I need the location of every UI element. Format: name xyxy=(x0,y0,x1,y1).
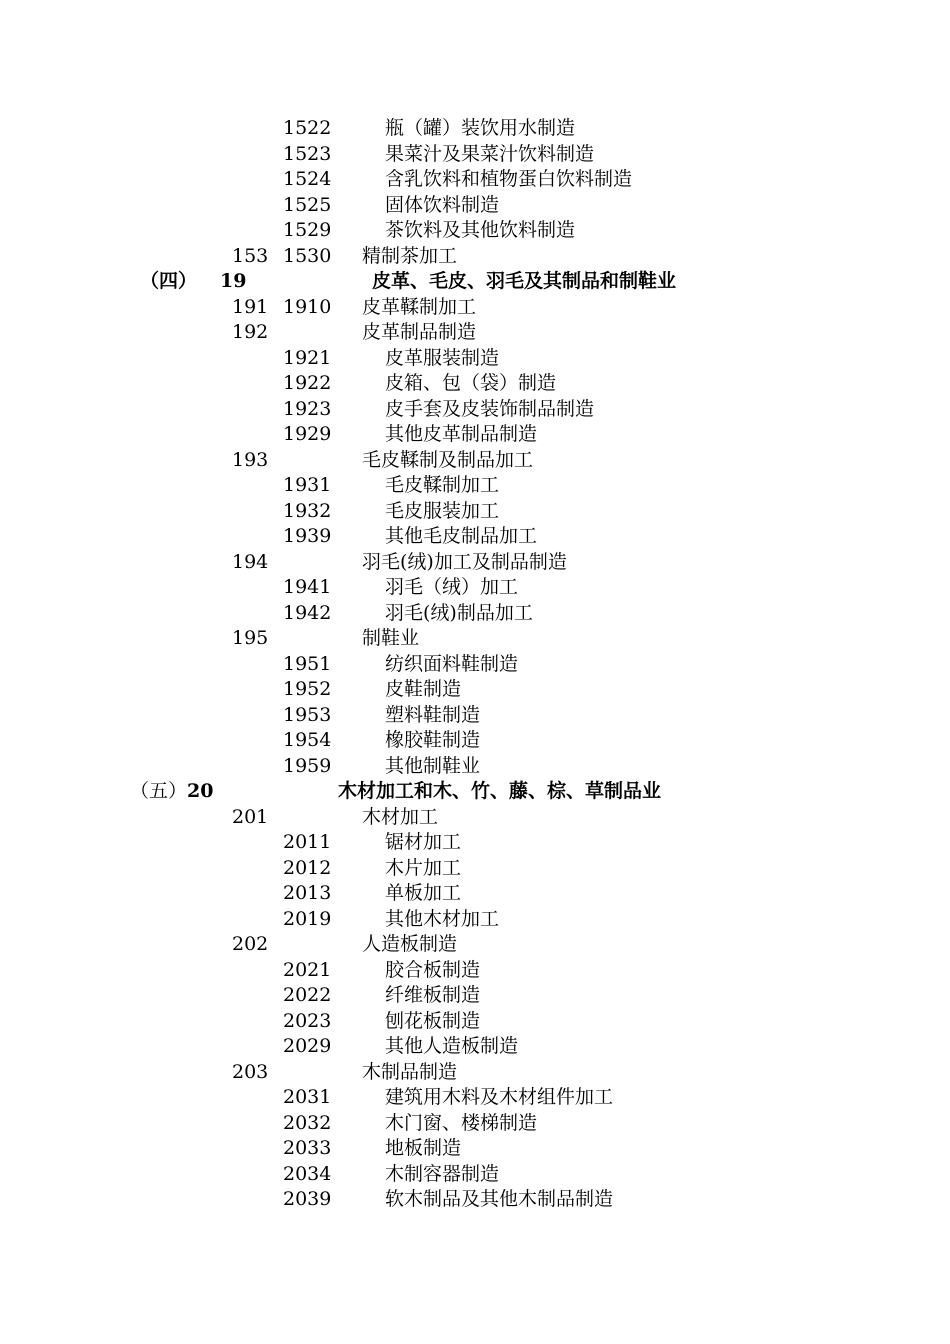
class-name: 茶饮料及其他饮料制造 xyxy=(385,219,576,241)
class-code: 1954 xyxy=(283,729,332,751)
class-name: 皮革服装制造 xyxy=(385,346,500,369)
class-code: 1931 xyxy=(283,474,332,496)
group-name: 人造板制造 xyxy=(362,933,458,955)
class-code: 2039 xyxy=(283,1188,332,1210)
class-name: 皮手套及皮装饰制品制造 xyxy=(385,397,595,420)
class-code: 1951 xyxy=(283,652,332,675)
class-code: 1959 xyxy=(283,754,332,777)
group-code: 153 xyxy=(232,244,269,267)
class-name: 木门窗、楼梯制造 xyxy=(385,1111,538,1134)
class-code: 2023 xyxy=(283,1009,332,1032)
group-name: 精制茶加工 xyxy=(362,244,458,267)
table-row xyxy=(0,932,950,958)
table-row xyxy=(0,575,950,601)
table-row xyxy=(0,1009,950,1035)
table-row xyxy=(0,652,950,678)
class-code: 2032 xyxy=(283,1111,332,1134)
table-row xyxy=(0,1085,950,1111)
class-name: 羽毛(绒)制品加工 xyxy=(385,601,533,624)
group-name: 羽毛(绒)加工及制品制造 xyxy=(362,550,567,573)
class-code: 2019 xyxy=(283,907,332,930)
class-code: 2021 xyxy=(283,958,332,981)
class-code: 2034 xyxy=(283,1162,332,1185)
class-name: 含乳饮料和植物蛋白饮料制造 xyxy=(385,168,633,190)
section-label-group xyxy=(130,779,213,805)
table-row xyxy=(0,448,950,474)
class-name: 刨花板制造 xyxy=(385,1009,481,1032)
group-code: 193 xyxy=(232,448,269,471)
table-row xyxy=(0,881,950,907)
table-row xyxy=(0,1111,950,1137)
group-name: 皮革鞣制加工 xyxy=(362,295,477,318)
group-name: 木材加工 xyxy=(362,805,439,828)
group-name: 木制品制造 xyxy=(362,1060,458,1083)
table-row xyxy=(0,754,950,780)
table-row xyxy=(0,116,950,142)
class-name: 其他皮革制品制造 xyxy=(385,423,538,445)
class-name: 纺织面料鞋制造 xyxy=(385,652,519,675)
group-code: 191 xyxy=(232,295,269,318)
class-code: 1941 xyxy=(283,576,332,598)
class-code: 2031 xyxy=(283,1086,332,1108)
class-code: 1929 xyxy=(283,423,332,445)
table-row xyxy=(0,1060,950,1086)
group-code: 194 xyxy=(232,550,269,573)
class-code: 1530 xyxy=(283,244,332,267)
class-name: 果菜汁及果菜汁饮料制造 xyxy=(385,142,595,165)
class-name: 其他木材加工 xyxy=(385,907,500,930)
table-row xyxy=(0,907,950,933)
class-name: 毛皮服装加工 xyxy=(385,499,500,522)
table-row xyxy=(0,728,950,754)
table-row xyxy=(0,269,950,295)
class-name: 地板制造 xyxy=(385,1137,462,1159)
group-name: 皮革制品制造 xyxy=(362,321,477,343)
table-row xyxy=(0,983,950,1009)
table-row xyxy=(0,1187,950,1213)
group-code: 195 xyxy=(232,627,269,649)
table-row xyxy=(0,524,950,550)
table-row xyxy=(0,422,950,448)
class-name: 其他制鞋业 xyxy=(385,754,481,777)
table-row xyxy=(0,1162,950,1188)
table-row xyxy=(0,499,950,525)
class-name: 皮箱、包（袋）制造 xyxy=(385,372,557,394)
table-row xyxy=(0,830,950,856)
class-name: 橡胶鞋制造 xyxy=(385,729,481,751)
class-code: 1932 xyxy=(283,499,332,522)
class-name: 建筑用木料及木材组件加工 xyxy=(385,1086,614,1108)
table-row xyxy=(0,142,950,168)
group-code: 201 xyxy=(232,805,269,828)
section-label: （四） xyxy=(140,270,198,292)
class-name: 软木制品及其他木制品制造 xyxy=(385,1188,614,1210)
class-name: 其他人造板制造 xyxy=(385,1035,519,1057)
table-row xyxy=(0,320,950,346)
class-name: 羽毛（绒）加工 xyxy=(385,576,519,598)
table-row xyxy=(0,193,950,219)
class-code: 1524 xyxy=(283,168,332,190)
class-code: 1939 xyxy=(283,525,332,547)
table-row xyxy=(0,601,950,627)
class-name: 其他毛皮制品加工 xyxy=(385,525,538,547)
class-name: 固体饮料制造 xyxy=(385,193,500,216)
class-name: 锯材加工 xyxy=(385,831,462,853)
table-row xyxy=(0,805,950,831)
table-row xyxy=(0,218,950,244)
table-row xyxy=(0,1136,950,1162)
class-name: 木片加工 xyxy=(385,856,462,879)
section-label: （五） xyxy=(130,780,188,802)
class-code: 2022 xyxy=(283,984,332,1006)
group-name: 毛皮鞣制及制品加工 xyxy=(362,448,534,471)
class-name: 瓶（罐）装饮用水制造 xyxy=(385,117,576,139)
class-code: 2013 xyxy=(283,882,332,904)
table-row xyxy=(0,856,950,882)
section-name: 皮革、毛皮、羽毛及其制品和制鞋业 xyxy=(372,270,677,292)
table-row xyxy=(0,371,950,397)
class-code: 1525 xyxy=(283,193,332,216)
class-code: 1910 xyxy=(283,295,332,318)
table-row xyxy=(0,473,950,499)
class-code: 2029 xyxy=(283,1035,332,1057)
table-row xyxy=(0,958,950,984)
class-name: 纤维板制造 xyxy=(385,984,481,1006)
class-code: 1529 xyxy=(283,219,332,241)
table-row xyxy=(0,295,950,321)
table-row xyxy=(0,397,950,423)
class-code: 1522 xyxy=(283,117,332,139)
group-code: 192 xyxy=(232,321,269,343)
class-name: 皮鞋制造 xyxy=(385,678,462,700)
class-name: 木制容器制造 xyxy=(385,1162,500,1185)
table-row xyxy=(0,677,950,703)
section-name: 木材加工和木、竹、藤、棕、草制品业 xyxy=(338,780,662,802)
class-code: 2012 xyxy=(283,856,332,879)
class-code: 1923 xyxy=(283,397,332,420)
class-code: 1523 xyxy=(283,142,332,165)
group-code: 203 xyxy=(232,1060,269,1083)
table-row xyxy=(0,1034,950,1060)
class-code: 2033 xyxy=(283,1137,332,1159)
group-code: 202 xyxy=(232,933,269,955)
industry-classification-list xyxy=(0,116,950,1213)
table-row xyxy=(0,703,950,729)
class-code: 2011 xyxy=(283,831,332,853)
class-code: 1952 xyxy=(283,678,332,700)
class-name: 胶合板制造 xyxy=(385,958,481,981)
class-name: 塑料鞋制造 xyxy=(385,703,481,726)
section-code: 19 xyxy=(220,270,247,292)
class-code: 1942 xyxy=(283,601,332,624)
table-row xyxy=(0,626,950,652)
class-name: 单板加工 xyxy=(385,882,462,904)
class-code: 1921 xyxy=(283,346,332,369)
section-code: 20 xyxy=(187,780,214,802)
group-name: 制鞋业 xyxy=(362,627,420,649)
table-row xyxy=(0,550,950,576)
table-row xyxy=(0,779,950,805)
table-row xyxy=(0,167,950,193)
class-name: 毛皮鞣制加工 xyxy=(385,474,500,496)
table-row xyxy=(0,244,950,270)
class-code: 1953 xyxy=(283,703,332,726)
class-code: 1922 xyxy=(283,372,332,394)
table-row xyxy=(0,346,950,372)
